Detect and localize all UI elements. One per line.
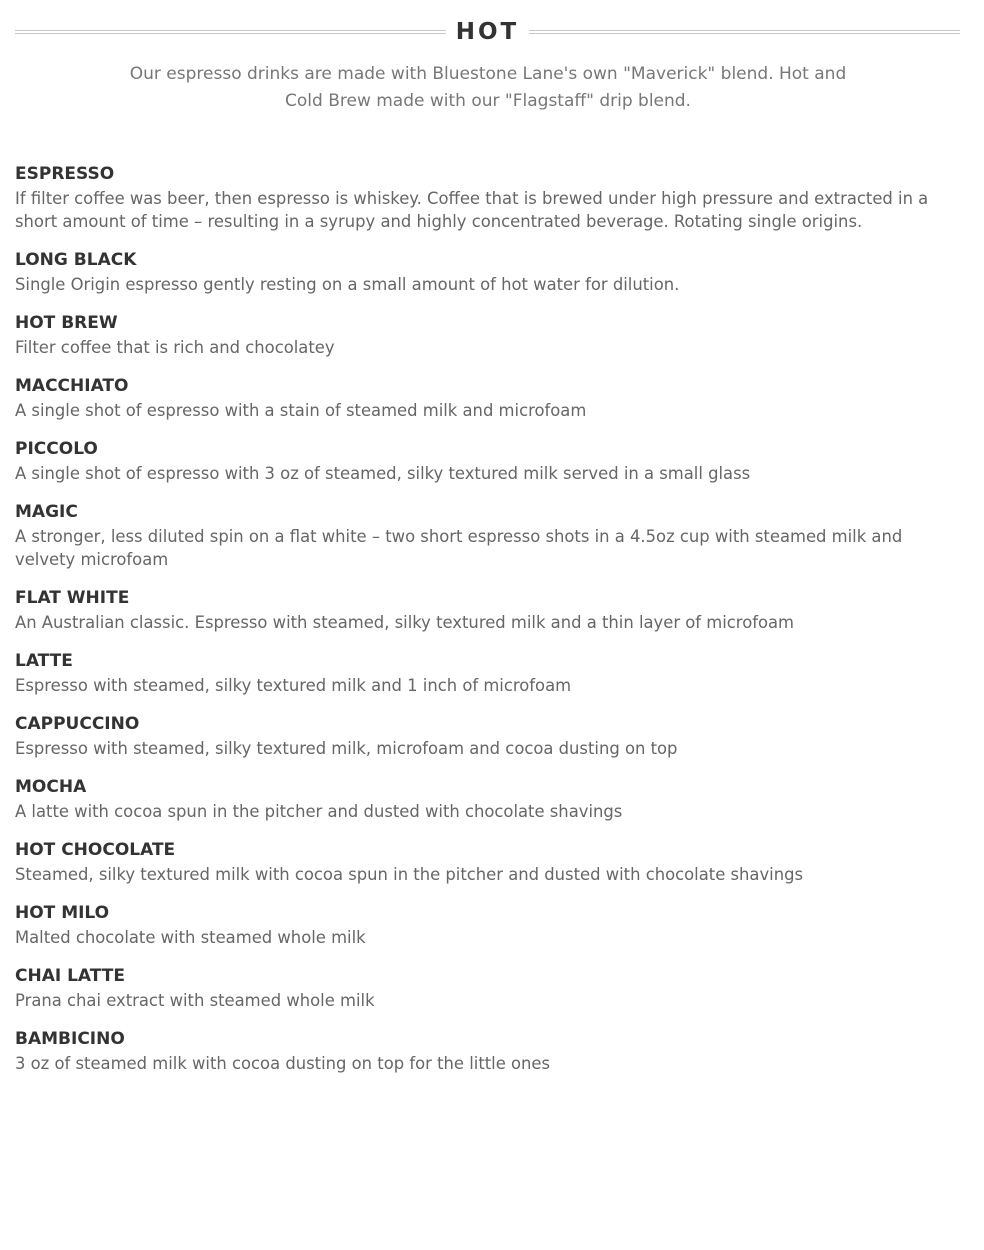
menu-item-name: MOCHA xyxy=(15,777,87,797)
menu-item-name: BAMBICINO xyxy=(15,1029,125,1049)
menu-item-description: An Australian classic. Espresso with steamed, silky textured milk and a thin layer of microfoam xyxy=(15,613,795,632)
menu-item-description: A stronger, less diluted spin on a flat white – two short espresso shots in a 4.5oz cup with steamed milk and velvety microfoam xyxy=(15,527,903,569)
menu-item xyxy=(15,1026,965,1075)
section-title: HOT xyxy=(455,19,520,45)
menu-item-name: HOT CHOCOLATE xyxy=(15,840,176,860)
menu-item-name: FLAT WHITE xyxy=(15,588,130,608)
menu-item-description: Filter coffee that is rich and chocolatey xyxy=(15,338,335,357)
menu-item-description: A single shot of espresso with 3 oz of steamed, silky textured milk served in a small glass xyxy=(15,464,751,483)
section-header xyxy=(15,17,960,47)
menu-item xyxy=(15,310,965,359)
menu-item-description: 3 oz of steamed milk with cocoa dusting on top for the little ones xyxy=(15,1054,551,1073)
menu-item-description: Espresso with steamed, silky textured milk, microfoam and cocoa dusting on top xyxy=(15,739,678,758)
menu-item xyxy=(15,774,965,823)
menu-list xyxy=(15,161,965,1089)
menu-item xyxy=(15,837,965,886)
menu-item xyxy=(15,161,965,233)
menu-item-name: HOT MILO xyxy=(15,903,110,923)
menu-item-description: If filter coffee was beer, then espresso is whiskey. Coffee that is brewed under high pressure and extracted in a short amount of time – resulting in a syrupy and highly concentrated beverage. Rotating single origins. xyxy=(15,189,929,231)
menu-item xyxy=(15,585,965,634)
menu-item xyxy=(15,711,965,760)
menu-item-description: Prana chai extract with steamed whole milk xyxy=(15,991,375,1010)
menu-item-description: A single shot of espresso with a stain of steamed milk and microfoam xyxy=(15,401,587,420)
menu-item-name: MACCHIATO xyxy=(15,376,129,396)
menu-item xyxy=(15,963,965,1012)
menu-item xyxy=(15,436,965,485)
menu-item-name: HOT BREW xyxy=(15,313,118,333)
menu-item xyxy=(15,648,965,697)
menu-item-description: Steamed, silky textured milk with cocoa spun in the pitcher and dusted with chocolate shavings xyxy=(15,865,804,884)
menu-item xyxy=(15,373,965,422)
menu-item-name: LATTE xyxy=(15,651,73,671)
menu-item-name: LONG BLACK xyxy=(15,250,137,270)
menu-item xyxy=(15,499,965,571)
header-rule-left xyxy=(15,30,446,34)
menu-item-name: ESPRESSO xyxy=(15,164,115,184)
menu-item-description: Malted chocolate with steamed whole milk xyxy=(15,928,366,947)
menu-item-name: CHAI LATTE xyxy=(15,966,125,986)
menu-item-name: PICCOLO xyxy=(15,439,98,459)
section-intro: Our espresso drinks are made with Bluestone Lane's own "Maverick" blend. Hot and Cold Brew made with our "Flagstaff" drip blend. xyxy=(129,64,847,111)
menu-item-description: Single Origin espresso gently resting on a small amount of hot water for dilution. xyxy=(15,275,680,294)
menu-item xyxy=(15,900,965,949)
menu-item xyxy=(15,247,965,296)
header-rule-right xyxy=(529,30,960,34)
menu-item-description: Espresso with steamed, silky textured milk and 1 inch of microfoam xyxy=(15,676,572,695)
menu-item-name: CAPPUCCINO xyxy=(15,714,140,734)
menu-item-description: A latte with cocoa spun in the pitcher and dusted with chocolate shavings xyxy=(15,802,623,821)
menu-item-name: MAGIC xyxy=(15,502,78,522)
